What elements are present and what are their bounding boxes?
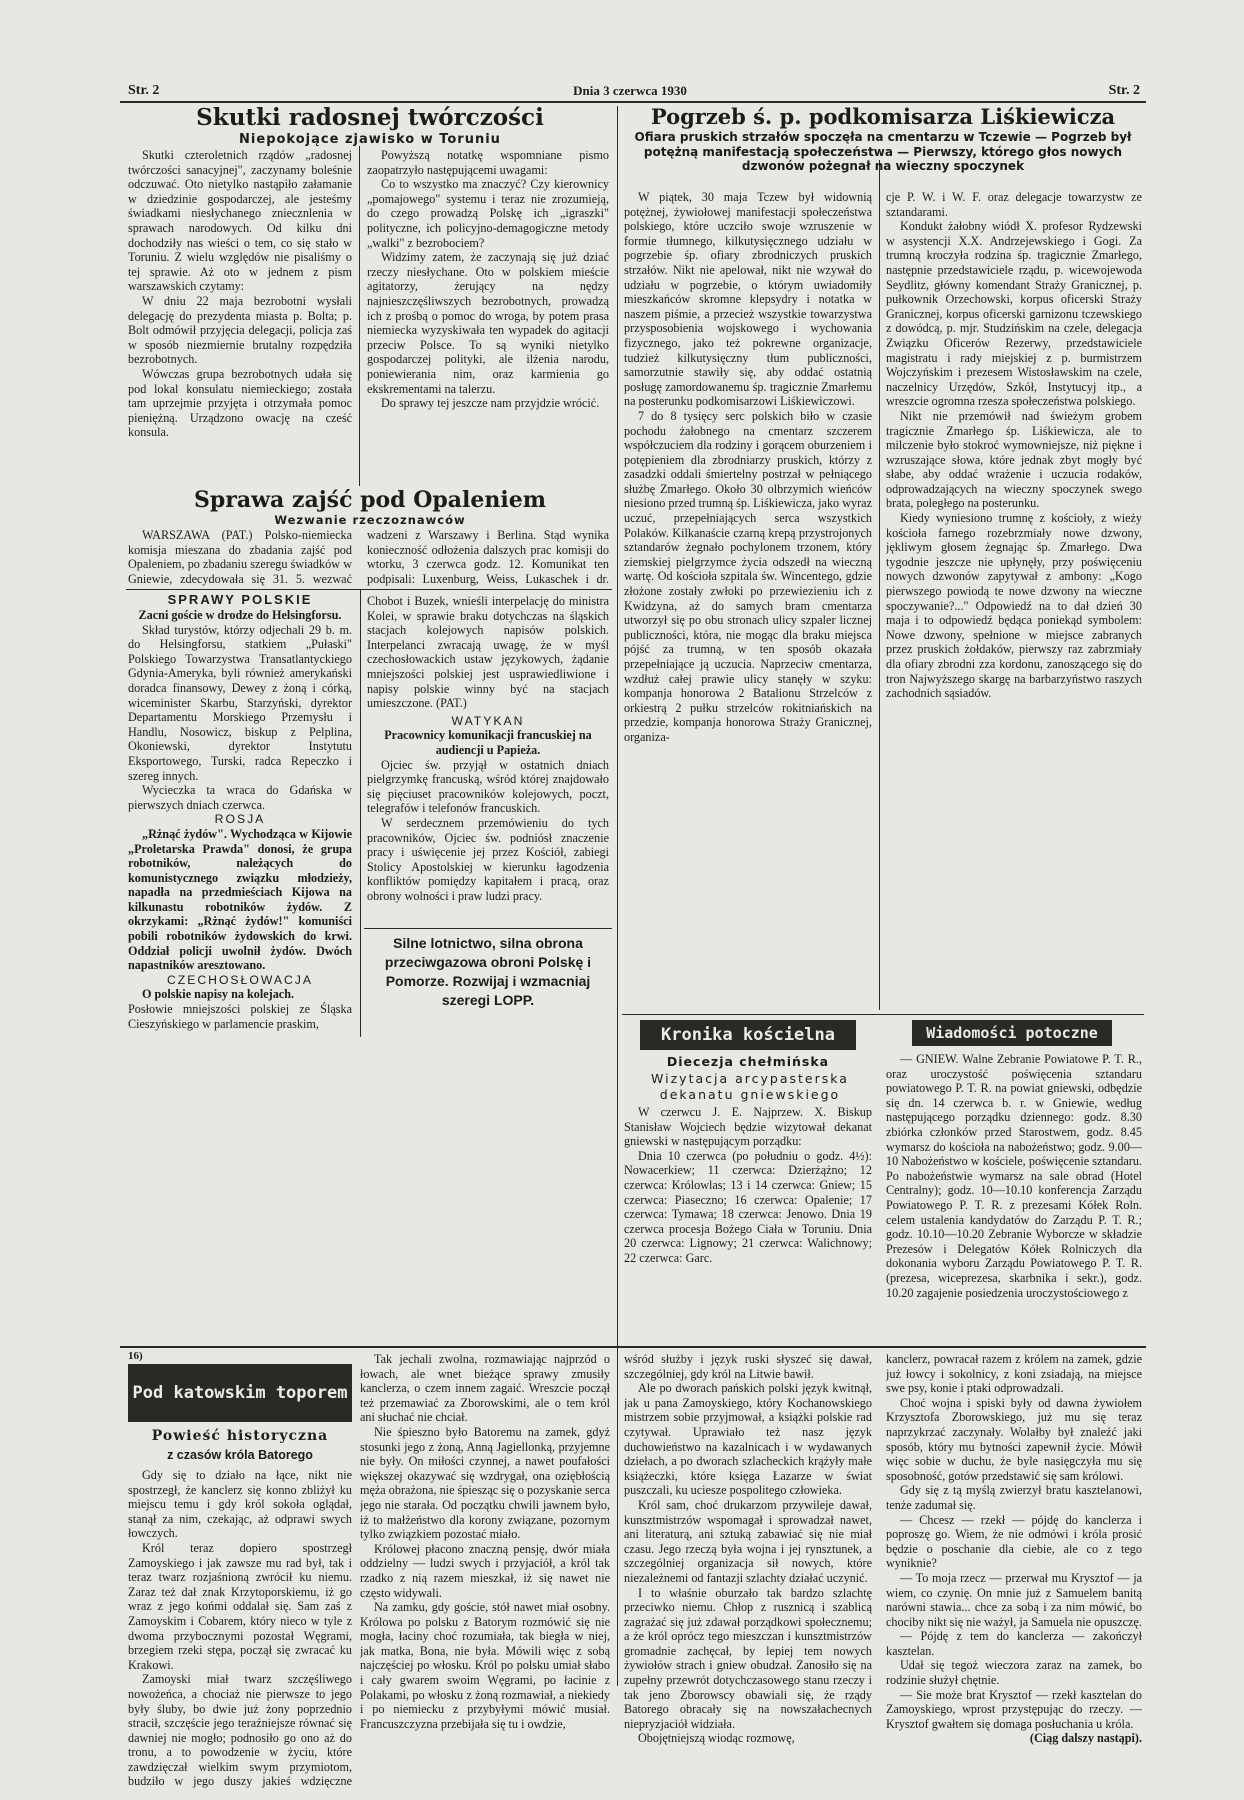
serial-number: 16) xyxy=(128,1350,143,1362)
paragraph: — GNIEW. Walne Zebranie Powiatowe P. T. R., oraz uroczystość poświęcenia sztandaru powiatowego P. T. R. na powiat gniewski, odbędzie się dn. 14 czerwca b. r. w Gniewie, według następującego porządku dziennego: godz. 8.30 zbiórka członków przed Starostwem, godz. 8.45 wymarsz do kościoła na nabożeństwo; godz. 9.00—10 Nabożeństwo w kościele, poświęcenie sztandaru. Po nabożeństwie wymarsz na sale obrad (Hotel Centralny); godz. 10—10.10 konferencja Zarządu Powiatowego P. T. R. z prezesami Kółek Roln. celem ustalenia kandydatów do Zarządu P. T. R.; godz. 10.10—10.20 Zebranie Wyborcze w składzie Prezesów i Delegatów Kółek Rolniczych dla dokonania wyboru Zarządu Powiatowego P. T. R. (prezesa, wiceprezesa, skarbnika i sekr.), godz. 10.20 zagajenie posiedzenia uroczystościowego z xyxy=(886,1052,1142,1300)
article-subtitle-opalenie: Wezwanie rzeczoznawców xyxy=(274,513,466,527)
article-pogrzeb-col1 xyxy=(624,190,872,1012)
header-center: Dnia 3 czerwca 1930 xyxy=(573,83,687,98)
header-rule xyxy=(120,101,1146,103)
paragraph: Kondukt żałobny wiódł X. profesor Rydzewski w asystencji X.X. Andrzejewskiego i Gogi. Za trumną kroczyła rodzina śp. tragicznie Zmarłego, następnie przedstawiciele rządu, p. wicewojewoda Seydlitz, główny komendant Straży Granicznej, p. pułkownik Orzechowski, korpus oficerski Straży Granicznej, korpus oficerski garnizonu tczewskiego z dowódcą, p. mjr. Studzińskim na czele, delegacja Związku Oficerów Rezerwy, przedstawiciele magistratu i rady miejskiej z p. burmistrzem Wojczyńskim i prezesem Wistosławskim na czele, naczelnicy Urzędów, Szkół, Instytucyj itp., a wreszcie ogromna rzesza społeczeństwa polskiego. xyxy=(886,219,1142,409)
paragraph: W dniu 22 maja bezrobotni wysłali delegację do prezydenta miasta p. Bolta; p. Bolt odmówił przyjęcia delegacji, policja zaś w sposób niezmiernie brutalny rozpędziła bezrobotnych. xyxy=(128,293,352,367)
paragraph: Na zamku, gdy goście, stół nawet miał osobny. Królowa po polsku z Batorym rozmówić się nie mogła, łaciny choć rozumiała, tak biegła w niej, jak matka, Bona, nie była. Mówili więc z sobą najczęściej po włosku. Król po polsku umiał słabo i cały gwarem swoim Węgrami, po łacinie z Polakami, po włosku z żoną rozmawiał, a niekiedy i po niemiecku z przybyłymi mówić musiał. Francuszczyzna przebijała się tu i owdzie, xyxy=(360,1600,610,1731)
divider-right-mid xyxy=(879,160,880,1010)
serial-subtitle: Powieść historyczna xyxy=(151,1428,329,1444)
paragraph: WARSZAWA (PAT.) Polsko-niemiecka komisja mieszana do zbadania zajść pod Opaleniem, po zbadaniu szeregu świadków w Gniewie, zdecydowała się 31. 5. wezwać xyxy=(128,528,352,586)
paragraph: Kiedy wyniesiono trumnę z kościoły, z wieży kościoła farnego rozebrzmiały nowe dzwony, jękliwym głosem żegnając śp. Zmarłego. Dwa tygodnie jeszcze nie upłynęły, przy poświęceniu nowych dzwonów zapytywał z ambony: „Kogo pierwszego powiodą te nowe dzwony na wieczne spoczywanie?..." Odpowiedź na to dał dzień 30 maja i to odpowiedź będąca poniekąd symbolem: Nowe dzwony, spełnione w miejsce zabranych przez pruskich żołdaków, pierwszy raz zabrzmiały dla ofiary zbrodni zza kordonu, zanoszącego się do tron Najwyższego skargę na barbarzyństwo raszych zachodnich sąsiadów. xyxy=(886,511,1142,701)
paragraph: Król sam, choć drukarzom przywileje dawał, kunsztmistrzów wspomagał i sprowadzał nawet, ani literaturą, ani sztuką zabawiać się nie miał czasu. Jego rzeczą była wojna i jej rynsztunek, a szczególniej organizacja sił nowych, które niezależnemi od fantazji szlachty działać uczynić. xyxy=(624,1497,872,1585)
paragraph: Tak jechali zwolna, rozmawiając najprzód o łowach, ale wnet bieżące sprawy zmusiły kanclerza, o czem innem zagaić. Wreszcie począł też przemawiać za Zborowskimi, ale o tem król ani słuchać nie chciał. xyxy=(360,1352,610,1425)
banner-pod-katowskim-toporem: Pod katowskim toporem xyxy=(128,1364,352,1422)
section-watykan: WATYKAN xyxy=(451,713,525,728)
wiadomosci-body xyxy=(886,1052,1142,1340)
paragraph: Powyższą notatkę wspomniane pismo zaopatrzyło następującemi uwagami: xyxy=(367,148,609,177)
separator-kronika xyxy=(622,1014,1144,1015)
divider-middle xyxy=(617,106,618,1686)
paragraph: Chobot i Buzek, wnieśli interpelację do ministra Kolei, w sprawie braku dotychczas na śląskich stacjach kolejowych napisów polskich. Interpelanci zwracają uwagę, że w myśl czechosłowackich ustaw językowych, żądanie mniejszości polskiej jest usprawiedliwione i napisy polskie winny być na stacjach umieszczone. (PAT.) xyxy=(367,594,609,711)
header-left: Str. 2 xyxy=(128,83,160,98)
paragraph: Udał się tegoż wieczora zaraz na zamek, bo rodzinie służył chętnie. xyxy=(886,1658,1142,1688)
section-rosja: ROSJA xyxy=(214,812,266,827)
paragraph: W serdecznem przemówieniu do tych pracowników, Ojciec św. podniósł znaczenie pracy i uświęcenie jej przez Kościół, zabiegi Stolicy Apostolskiej w kierunku łagodzenia konfliktów pomiędzy kapitałem i pracą, oraz obrony wolności i praw ludzi pracy. xyxy=(367,815,609,903)
divider-left-top xyxy=(359,146,360,486)
news-headline: Zacni goście w drodze do Helsingforsu. xyxy=(138,608,342,622)
paragraph: — To moja rzecz — przerwał mu Krysztof — ja wiem, co czynię. On mnie już z Samuelem banitą narówni stawia... chce za sobą i za nim mówić, bo chociby nikt się nie ważył, ja Samuela nie opuszczę. xyxy=(886,1570,1142,1629)
paragraph: Do sprawy tej jeszcze nam przyjdzie wrócić. xyxy=(381,396,600,411)
article-title-pogrzeb: Pogrzeb ś. p. podkomisarza Liśkiewicza xyxy=(650,104,1116,129)
paragraph: — Pójdę z tem do kanclerza — zakończył kasztelan. xyxy=(886,1629,1142,1658)
paragraph: Co to wszystko ma znaczyć? Czy kierownicy „pomajowego" systemu i teraz nie zrozumieją, do czego prowadzą Polskę ich „igraszki" polityczne, ich policyjno-demagogiczne metody „walki" z bezrobociem? xyxy=(367,177,609,250)
banner-wiadomosci: Wiadomości potoczne xyxy=(912,1020,1112,1046)
sprawy-col2 xyxy=(367,594,609,924)
paragraph: Zamoyski miał twarz szczęśliwego nowożeńca, a chociaż nie pierwsze to jego były śluby, bo dwie już żony poprzednio stracił, szczęście jego teraźniejsze równać się dawniej nie mogło; podnosiło go ono aż do tronu, a to powodzenie w życiu, które zawdzięczał wielkim swym przymiotom, budziło w jego duszy jakieś wdzięczne xyxy=(128,1672,352,1789)
paragraph-bold: „Rżnąć żydów". Wychodząca w Kijowie „Proletarska Prawda" donosi, że grupa robotników, należących do komunistycznego związku młodzieży, napadła na przedmieściach Kijowa na kilkunastu robotników żydów. Z okrzykami: „Rżnąć żydów!" komuniści pobili robotników żydowskich do krwi. Oddział policji uwolnił żydów. Dwóch napastników aresztowano. xyxy=(128,826,352,973)
kronika-headline: Wizytacja arcypasterska dekanatu gniewskiego xyxy=(651,1071,849,1102)
paragraph: Gdy się z tą myślą zwierzył bratu kasztelanowi, tenże zadumał się. xyxy=(886,1483,1142,1512)
paragraph: cje P. W. i W. F. oraz delegacje towarzystw ze sztandarami. xyxy=(886,190,1142,219)
paragraph: Królowej płacono znaczną pensję, dwór miała oddzielny — ludzi swych i przyjaciół, a król tak rzadko z nią razem mieszkał, iż się nawet nie często widywali. xyxy=(360,1541,610,1600)
section-sprawy-polskie: SPRAWY POLSKIE xyxy=(167,592,313,607)
section-czechoslowacja: CZECHOSŁOWACJA xyxy=(166,972,314,987)
paragraph: Gdy się to działo na łące, nikt nie spostrzegł, że kanclerz się konno zbliżył ku miejscu temu i gdy król sokoła oglądał, stanął za nim, czekając, aż odprawi swych łowczych. xyxy=(128,1468,352,1541)
paragraph: Ale po dworach pańskich polski język kwitnął, jak u pana Zamoyskiego, który Kochanowskiego mistrzem sobie przyjmował, a książki polskie rad czytywał. Uprawiało też nasz język duchowieństwo na kazalnicach i w wydawanych dziełach, a po dworach szlacheckich krążyły małe książeczki, które księga Łazarze w świat puszczali, ku uciesze pospolitego człowieka. xyxy=(624,1381,872,1498)
paragraph: W piątek, 30 maja Tczew był widownią potężnej, żywiołowej manifestacji społeczeństwa polskiego, które uczciło swoje wzruszenie w formie tłumnego, kilkutysięcznego udziału w pogrzebie śp. ofiary zbrodniczych pruskich strzałów. Nikt nie apelował, nikt nie wzywał do udziału w pogrzebie, o którym uwiadomiły mieszkańców skromne klepsydry i notatka w naszem piśmie, a przecież wszystkie towarzystwa przysposobienia wojskowego i wychowania fizycznego, jako też pokrewne organizacje, tudzież kilkutysięczny tłum publiczności, samorzutnie stawiły się, aby oddać ostatnią posługę zamordowanemu śp. tragicznie Zmarłemu na posterunku podkomisarzowi Liśkiewiczowi. xyxy=(624,190,872,409)
serial-col3 xyxy=(624,1352,872,1790)
separator-serial xyxy=(120,1346,1146,1348)
kronika-body xyxy=(624,1105,872,1345)
paragraph: Wycieczka ta wraca do Gdańska w pierwszych dniach czerwca. xyxy=(128,783,352,812)
continued-note: (Ciąg dalszy nastąpi). xyxy=(1029,1731,1142,1746)
article-subtitle-skutki: Niepokojące zjawisko w Toruniu xyxy=(239,132,501,147)
paragraph: Wówczas grupa bezrobotnych udała się pod lokal konsulatu niemieckiego; została tam uprzejmie przyjęta i otrzymała pomoc pieniężną. Urządzono owację na cześć konsula. xyxy=(128,366,352,440)
header-right: Str. 2 xyxy=(1108,83,1140,98)
article-skutki-col1 xyxy=(128,148,352,485)
serial-col2 xyxy=(360,1352,610,1790)
news-headline: O polskie napisy na kolejach. xyxy=(142,987,295,1002)
divider-left-mid xyxy=(360,590,361,1037)
paragraph: Skład turystów, którzy odjechali 29 b. m. do Helsingforsu, statkiem „Pułaski" Polskiego Towarzystwa Transatlantyckiego Gdynia-Ameryka, byli również amerykański doradca finansowy, Dewey z żoną i córką, wiceminister Skarbu, Starzyński, dyrektor Departamentu Morskiego Przemysłu i Handlu, Nosowicz, biskup z Pelplina, Okoniewski, dyrektor Instytutu Eksportowego, Turski, radca Repeczko i szereg innych. xyxy=(128,622,352,783)
article-skutki-col2 xyxy=(367,148,609,485)
paragraph: Ojciec św. przyjął w ostatnich dniach pielgrzymkę francuską, wśród której znajdowało się pięciuset pracowników kolejowych, poczt, telegrafów i telefonów francuskich. xyxy=(367,757,609,816)
paragraph: Obojętniejszą wiodąc rozmowę, xyxy=(638,1731,795,1746)
paragraph: Nikt nie przemówił nad świeżym grobem tragicznie Zmarłego śp. Liśkiewicza, ale to milczenie było stokroć wymowniejsze, niż piękne i wzruszające słowa, które jednak zbyt mogły być słabe, aby oddać wrażenie i uczucia rodaków, odprowadzających na wieczny spoczynek swego brata, poległego na posterunku. xyxy=(886,408,1142,511)
sprawy-col1 xyxy=(128,608,352,1038)
banner-kronika: Kronika kościelna xyxy=(640,1020,856,1050)
news-headline: Pracownicy komunikacji francuskiej na audiencji u Papieża. xyxy=(384,728,592,757)
article-opalenie-col2 xyxy=(367,528,609,586)
paragraph: W czerwcu J. E. Najprzew. X. Biskup Stanisław Wojciech będzie wizytował dekanat gniewski w następującym porządku: xyxy=(624,1105,872,1149)
paragraph: kanclerz, powracał razem z królem na zamek, gdzie już łowcy i sokolnicy, z koni zsiadają, na miejsce swe psy, konie i ptaki odprowadzali. xyxy=(886,1352,1142,1396)
serial-col1 xyxy=(128,1468,352,1790)
article-subtitle-pogrzeb: Ofiara pruskich strzałów spoczęła na cmentarzu w Tczewie — Pogrzeb był potężną manifestacją społeczeństwa — Pierwszy, którego głos nowych dzwonów pożegnał na wieczny spoczynek xyxy=(634,130,1132,173)
paragraph: — Chcesz — rzekł — pójdę do kanclerza i poproszę go. Wiem, że nie odmówi i króla prosić będzie o poschanie dla ciebie, ale co z tego wyniknie? xyxy=(886,1512,1142,1571)
paragraph: Nie śpieszno było Batoremu na zamek, gdyż stosunki jego z żoną, Anną Jagiellonką, przyjemne nie były. On miłości czynnej, a nawet poufałości większej okazywać się wzdrygał, ona oziębłością męża obrażona, nie śpiesząc się o pozyskanie serca jego nie starała. Od początku chwili jawnem było, iż to małżeństwo dla korony związane, pozornym tylko związkiem pozostać miało. xyxy=(360,1424,610,1542)
paragraph: Widzimy zatem, że zaczynają się już dziać rzeczy niesłychane. Oto w polskiem mieście agitatorzy, żerujący na nędzy najnieszczęśliwszych bezrobotnych, prowadzą ich z prośbą o pomoc do wroga, by potem prasa niemiecka wyzyskiwała ten wypadek do agitacji przeciw Polsce. To są wyniki nietylko gospodarczej polityki, ale ilżenia narodu, poniewierania nim, oraz karmienia go ekskrementami na talerzu. xyxy=(367,250,609,396)
separator-opalenie xyxy=(126,589,612,590)
paragraph: Król teraz dopiero spostrzegł Zamoyskiego i jak zawsze mu rad był, tak i teraz twarz rozjaśnioną zwrócił ku niemu. Zaraz też dał znak Krzytoporskiemu, iż go wraz z jego końmi oddalał się. Sam zaś z Zamoyskim i Cobarem, który nieco w tyle z dwoma przybocznymi pozostał Węgrami, brzegiem rzeki stępa, począł się zwracać ku Krakowi. xyxy=(128,1540,352,1672)
serial-subtitle-2: z czasów króla Batorego xyxy=(167,1448,313,1462)
paragraph: Skutki czteroletnich rządów „radosnej twórczości sanacyjnej", zaczynamy boleśnie odczuwać. Oto nietylko nastąpiło załamanie w dziedzinie gospodarczej, ale jesteśmy świadkami niesłychanego zniecznlenia w sprawach narodowych. Od kilku dni dochodziły nas wieści o tem, co się stało w Toruniu. Z wielu względów nie pisaliśmy o tej sprawie. Aż oto w jednem z pism warszawskich czytamy: xyxy=(128,148,352,294)
serial-col4 xyxy=(886,1352,1142,1790)
paragraph: Choć wojna i spiski były od dawna żywiołem Krzysztofa Zborowskiego, już mu się teraz naprzykrzać zaczynały. Wolałby był znaleźć jaki sposób, który mu bytności zapewnił życie. Mówił więc sobie w duchu, że byle nasięgczyła mu się sposobność, gotów przedstawić się sam królowi. xyxy=(886,1395,1142,1483)
paragraph: wadzeni z Warszawy i Berlina. Stąd wynika konieczność odłożenia dalszych prac komisji do wtorku, 3 czerwca godz. 12. Komunikat ten podpisali: Luxenburg, Weiss, Lukaschek i dr. xyxy=(367,528,609,586)
article-title-skutki: Skutki radosnej twórczości xyxy=(196,104,544,131)
paragraph: 7 do 8 tysięcy serc polskich biło w czasie pochodu żałobnego na cmentarz szczerem współczuciem dla rodziny i gorącem oburzeniem i potępieniem dla zbrodniarzy pruskich, którzy z zasadzki oddali śmiertelny postrzał w pełniącego służbę Zmarłego. Około 30 olbrzymich wieńców niesiono przed trumną śp. Liśkiewicza, jako wyraz uczuć, przepełniających serca wszystkich Polaków. Kilkanaście czarną krepą przystrojonych sztandarów żegnało pochylonem trzonem, który ziemskiej pielgrzymce życia odszedł na wieczną wartę. Od kościoła szpitala św. Wincentego, gdzie złożone zostały zwłoki po przewiezieniu ich z Kwidzyna, aż do samych bram cmentarza utworzył się po obu stronach ulicy szpaler licznej publiczności, która, nie mogąc dla braku miejsca pójść za trumną, w ten sposób okazała przepełniające ją uczucia. Naprzeciw cmentarza, wzdłuż całej prawie ulicy stanęły w szyku: kompanja honorowa 2 Batalionu Strzelców z orkiestrą 2 pułku strzelców rokitniańskich na przedzie, kompanja honorowa Straży Granicznej, organiza- xyxy=(624,408,872,744)
paragraph: Dnia 10 czerwca (po południu o godz. 4½): Nowacerkiew; 11 czerwca: Dzierżążno; 12 czerwca: Królowlas; 13 i 14 czerwca: Gniew; 15 czerwca: Piaseczno; 16 czerwca: Opalenie; 17 czerwca: Tymawa; 18 czerwca: Jenowo. Dnia 19 czerwca procesja Bożego Ciała w Toruniu. Dnia 20 czerwca: Lignowy; 21 czerwca: Walichnowy; 22 czerwca: Garc. xyxy=(624,1148,872,1265)
separator-lopp xyxy=(364,928,612,929)
article-pogrzeb-col2 xyxy=(886,190,1142,1012)
kronika-subtitle: Diecezja chełmińska xyxy=(666,1054,830,1069)
paragraph: — Sie może brat Krysztof — rzekł kasztelan do Zamoyskiego, wprost przystępując do rzeczy. — Krysztof gwałtem się domaga posłuchania u króla. xyxy=(886,1687,1142,1731)
paragraph: I to właśnie oburzało tak bardzo szlachtę przeciwko niemu. Chłop z rusznicą i szablicą zagrażać się już zdawał porządkowi społecznemu; a że król oprócz tego mieszczan i kunsztmistrzów gromadnie zachęcał, by lepiej tem nowych żywiołów strach i gniew obudzał. Zanosiło się na zupełny przewrót dotychczasowego stanu rzeczy i tak jeno Zborowscy obawiali się, że rządy Batorego obracały się na nowszałachecnych niepryzjaciół widziała. xyxy=(624,1585,872,1731)
lopp-appeal: Silne lotnictwo, silna obrona przeciwgazowa obroni Polskę i Pomorze. Rozwijaj i wzmacniaj szeregi LOPP. xyxy=(384,935,592,1008)
article-opalenie-col1 xyxy=(128,528,352,586)
article-title-opalenie: Sprawa zajść pod Opaleniem xyxy=(194,487,546,513)
paragraph: Posłowie mniejszości polskiej ze Śląska Cieszyńskiego w parlamencie praskim, xyxy=(128,1002,352,1031)
paragraph: wśród służby i język ruski słyszeć się dawał, szczególniej, gdy król na Litwie bawił. xyxy=(624,1352,872,1381)
